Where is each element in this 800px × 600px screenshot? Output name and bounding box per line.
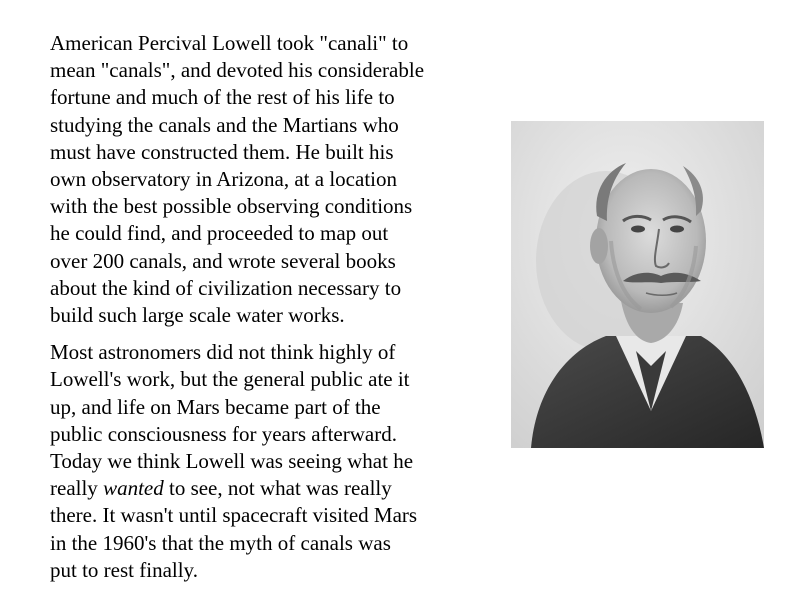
- text-segment: to see, not what was really: [163, 476, 392, 501]
- text-line: with the best possible observing conditions: [50, 194, 413, 219]
- text-line: up, and life on Mars became part of the: [50, 394, 381, 419]
- portrait-drawing: [511, 121, 764, 448]
- text-line: Today we think Lowell was seeing what he: [50, 449, 414, 474]
- text-line: must have constructed them. He built his: [50, 139, 394, 164]
- text-line: mean "canals", and devoted his considerable: [50, 58, 425, 83]
- percival-lowell-portrait: [511, 121, 764, 448]
- text-line: fortune and much of the rest of his life to: [50, 85, 395, 110]
- text-line: in the 1960's that the myth of canals was: [50, 530, 391, 555]
- paragraph-public-reception: [50, 339, 488, 584]
- text-line: over 200 canals, and wrote several books: [50, 248, 396, 273]
- text-line: own observatory in Arizona, at a location: [50, 167, 397, 192]
- paragraph-lowell-canals: [50, 30, 488, 329]
- text-line: about the kind of civilization necessary to: [50, 275, 402, 300]
- text-line: Most astronomers did not think highly of: [50, 340, 396, 365]
- text-line: put to rest finally.: [50, 557, 198, 582]
- text-line: there. It wasn't until spacecraft visited Mars: [50, 503, 418, 528]
- emphasized-word: wanted: [103, 476, 164, 501]
- text-line: build such large scale water works.: [50, 303, 345, 328]
- text-line: he could find, and proceeded to map out: [50, 221, 389, 246]
- text-line-with-emphasis: [50, 475, 488, 502]
- text-column: [50, 30, 488, 584]
- text-line: Lowell's work, but the general public ate it: [50, 367, 410, 392]
- text-line: public consciousness for years afterward.: [50, 421, 397, 446]
- text-line: studying the canals and the Martians who: [50, 112, 399, 137]
- text-segment: really: [50, 476, 104, 501]
- text-line: American Percival Lowell took "canali" to: [50, 31, 409, 55]
